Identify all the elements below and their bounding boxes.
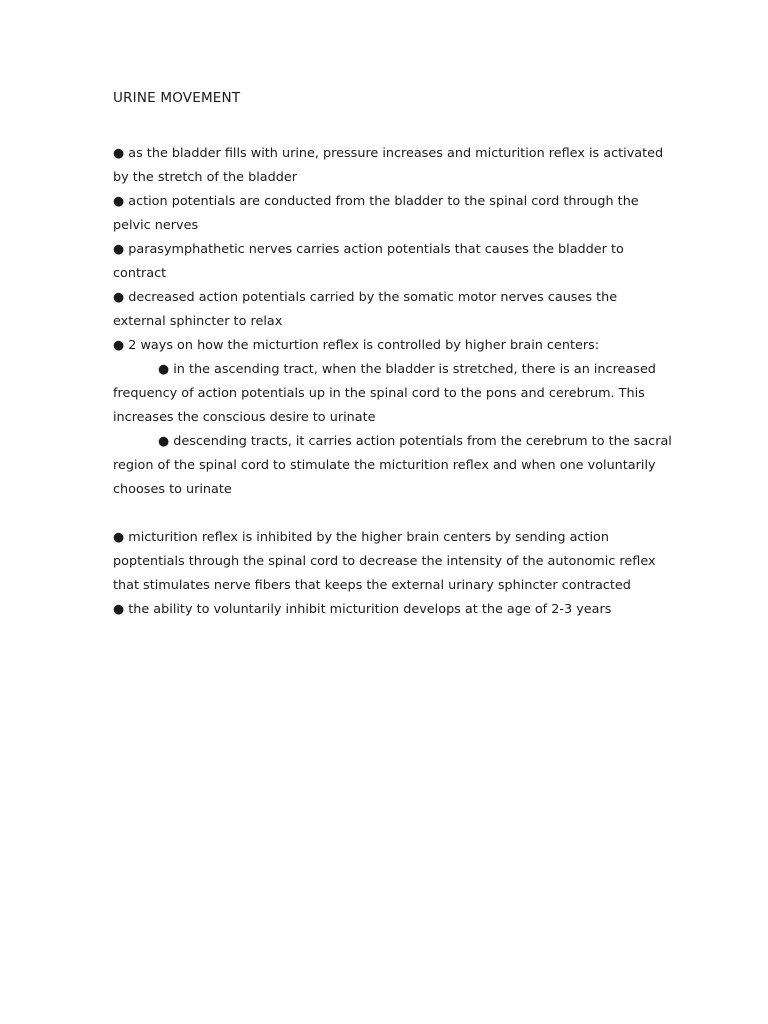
bullet-ability-inhibit: ● the ability to voluntarily inhibit micturition develops at the age of 2-3 years [113,602,612,617]
bullet-parasympathetic-nerves: ● parasymphathetic nerves carries action potentials that causes the bladder to contract [113,242,624,281]
document-body [113,142,673,622]
bullet-two-ways-controlled: ● 2 ways on how the micturtion reflex is controlled by higher brain centers: [113,338,600,353]
paragraph-gap [113,502,673,526]
document-title: URINE MOVEMENT [113,90,241,106]
subbullet-descending-tracts: ● descending tracts, it carries action potentials from the cerebrum to the sacral region of the spinal cord to stimulate the micturition reflex and when one voluntarily chooses to urinate [113,434,672,497]
bullet-bladder-fills: ● as the bladder fills with urine, pressure increases and micturition reflex is activated by the stretch of the bladder [113,146,664,185]
bullet-somatic-motor-nerves: ● decreased action potentials carried by the somatic motor nerves causes the external sphincter to relax [113,290,618,329]
bullet-reflex-inhibited: ● micturition reflex is inhibited by the higher brain centers by sending action poptentials through the spinal cord to decrease the intensity of the autonomic reflex that stimulates nerve fibers that keeps the external urinary sphincter contracted [113,530,656,593]
subbullet-ascending-tract: ● in the ascending tract, when the bladder is stretched, there is an increased frequency of action potentials up in the spinal cord to the pons and cerebrum. This increases the conscious desire to urinate [113,362,656,425]
bullet-action-potentials-conducted: ● action potentials are conducted from the bladder to the spinal cord through the pelvic nerves [113,194,639,233]
